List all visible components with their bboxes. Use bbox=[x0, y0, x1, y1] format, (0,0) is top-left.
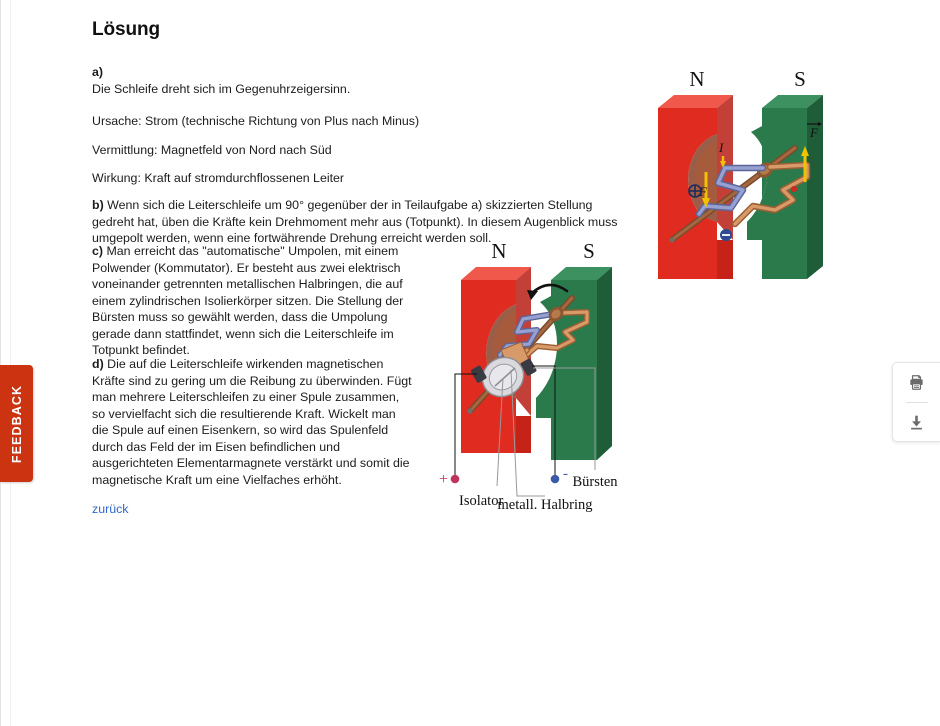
minus-label: - bbox=[563, 466, 568, 482]
force-label-lower: F bbox=[699, 184, 707, 199]
terminal-minus-group bbox=[551, 466, 568, 483]
terminal-plus bbox=[689, 185, 701, 197]
text-a: Die Schleife dreht sich im Gegenuhrzeigersinn. bbox=[92, 81, 351, 96]
label-halbring: metall. Halbring bbox=[497, 497, 593, 513]
force-label-upper: F bbox=[810, 125, 818, 140]
paragraph-c bbox=[92, 243, 412, 359]
page-title: Lösung bbox=[92, 19, 160, 40]
label-c: c) bbox=[92, 244, 104, 258]
page-left-border-soft bbox=[10, 0, 11, 726]
label-north: N bbox=[689, 67, 705, 91]
paragraph-wirkung: Wirkung: Kraft auf stromdurchflossenen Leiter bbox=[92, 171, 345, 185]
minus-terminal-dot bbox=[551, 475, 560, 484]
label-south: S bbox=[583, 239, 595, 263]
text-b: Wenn sich die Leiterschleife um 90° gegenüber der in Teilaufgabe a) skizzierten Stellung gedreht hat, üben die Kräfte kein Drehmoment mehr aus (Totpunkt). In diesem Augenblick muss umgepolt werden, wenn eine fortwährende Drehung erreicht werden soll. bbox=[92, 198, 618, 245]
download-button[interactable] bbox=[893, 403, 940, 442]
terminal-plus-group bbox=[439, 471, 459, 488]
page-left-border bbox=[0, 0, 1, 726]
feedback-tab[interactable] bbox=[0, 365, 33, 482]
label-d: d) bbox=[92, 357, 104, 371]
label-isolator: Isolator bbox=[459, 493, 504, 509]
download-icon bbox=[907, 413, 926, 432]
back-link[interactable]: zurück bbox=[92, 502, 129, 516]
text-c: Man erreicht das "automatische" Umpolen, mit einem Polwender (Kommutator). Er besteht aus zwei elektrisch voneinander getrennten metallischen Halbringen, die auf einem zylindrischen Isolierkörper sitzen. Die Stellung der Bürsten muss so gewählt werden, dass die Umpolung gerade dann stattfindet, wenn sich die Leiterschleife im Totpunkt befindet. bbox=[92, 244, 404, 357]
paragraph-ursache: Ursache: Strom (technische Richtung von Plus nach Minus) bbox=[92, 114, 420, 128]
print-button[interactable] bbox=[893, 363, 940, 402]
paragraph-a bbox=[92, 64, 522, 97]
figure-commutator bbox=[437, 238, 637, 513]
label-a: a) bbox=[92, 65, 104, 79]
plus-label: + bbox=[439, 471, 449, 488]
label-buersten: Bürsten bbox=[572, 474, 618, 490]
label-south: S bbox=[794, 67, 806, 91]
paragraph-d bbox=[92, 356, 412, 488]
label-north: N bbox=[491, 239, 507, 263]
current-label: I bbox=[719, 140, 724, 155]
text-d: Die auf die Leiterschleife wirkenden magnetischen Kräfte sind zu gering um die Reibung zu überwinden. Fügt man mehrere Leiterschleifen zu einer Spule zusammen, so vervielfacht sich die resultierende Kraft. Wickelt man die Spule auf einen Eisenkern, so wird das Spulenfeld durch das Feld der im Eisen befindlichen und ausgerichteten Elementarmagnete verstärkt und somit die magnetische Kraft um eine Vielfaches erhöht. bbox=[92, 357, 412, 487]
document-tools-panel bbox=[892, 362, 940, 442]
terminal-minus bbox=[720, 229, 732, 241]
feedback-tab-label: FEEDBACK bbox=[9, 384, 24, 463]
print-icon bbox=[907, 373, 926, 392]
paragraph-vermittlung: Vermittlung: Magnetfeld von Nord nach Süd bbox=[92, 143, 332, 157]
plus-terminal-dot bbox=[451, 475, 460, 484]
label-b: b) bbox=[92, 198, 104, 212]
figure-loop-in-magnetic-field bbox=[655, 64, 845, 299]
